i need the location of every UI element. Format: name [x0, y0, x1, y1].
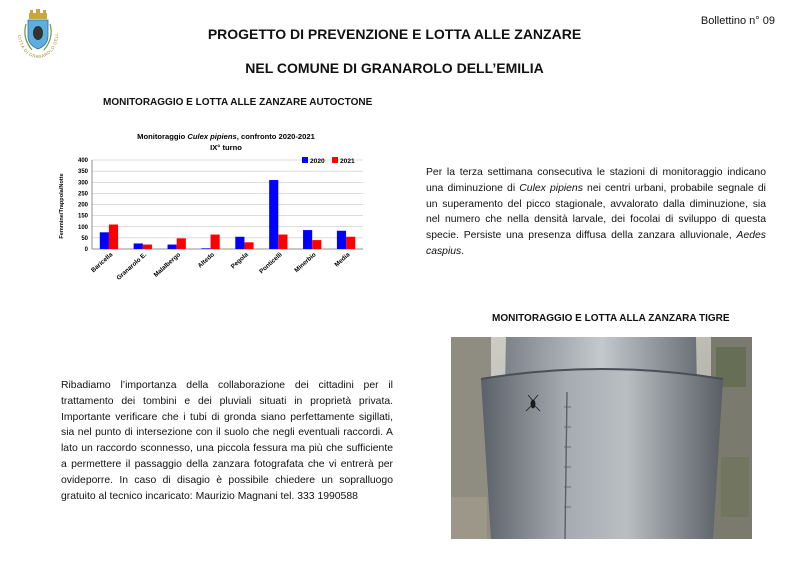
native-mosquito-text [426, 165, 766, 260]
tiger-mosquito-text: Ribadiamo l’importanza della collaborazione dei cittadini per il trattamento dei tombini e dei pluviali situati in proprietà privata. Importante verificare che i tubi di gronda siano perfettamente sigillati, sia nel punto di intersezione con il suolo che negli eventuali raccordi. A lato un raccordo sconnesso, una piccola fessura ma più che sufficiente a permettere il passaggio della zanzara fotografata che vi entrerà per ovideporre. In caso di disagio è possibile chiedere un sopralluogo gratuito al tecnico incaricato: Maurizio Magnani tel. 333 1990588 [61, 380, 393, 502]
x-tick-label: Media [333, 251, 352, 269]
bar-2020-granarolo-e- [134, 243, 143, 249]
bar-2021-minerbio [312, 240, 321, 249]
bar-2021-media [346, 237, 355, 249]
species-name: Culex pipiens [519, 182, 583, 194]
x-tick-label: Ponticelli [258, 251, 284, 276]
y-tick-label: 50 [81, 235, 88, 242]
chart-y-axis-label: Femmine/Trappola/Notte [59, 173, 65, 239]
x-tick-label: Altedo [196, 251, 216, 270]
native-text-part: . [461, 245, 465, 257]
x-tick-label: Baricella [90, 251, 115, 275]
y-tick-label: 0 [84, 247, 88, 253]
bar-2021-ponticelli [278, 235, 287, 249]
y-tick-label: 400 [77, 158, 88, 164]
bar-2021-malalbergo [177, 238, 186, 249]
y-tick-label: 300 [77, 180, 88, 187]
chart-title-species: Culex pipiens [187, 132, 237, 141]
drainpipe-photo [451, 337, 752, 539]
chart-title-pre: Monitoraggio [137, 132, 188, 141]
bulletin-number: Bollettino n° 09 [700, 15, 775, 27]
bar-2020-minerbio [303, 230, 312, 249]
page-title: PROGETTO DI PREVENZIONE E LOTTA ALLE ZANZARE [207, 26, 582, 42]
bar-2020-malalbergo [168, 245, 177, 249]
legend-label: 2021 [340, 158, 355, 165]
native-text-part: Per la terza settimana consecutiva le stazioni di monitoraggio indicano una diminuzione di [426, 167, 766, 194]
x-tick-label: Malalbergo [152, 251, 183, 279]
chart-bars [100, 180, 355, 249]
bar-2020-pegola [235, 237, 244, 249]
legend-label: 2020 [310, 158, 325, 165]
bar-2021-altedo [211, 235, 220, 249]
chart-axes [78, 158, 363, 253]
x-tick-label: Minerbio [293, 251, 318, 275]
legend-swatch [332, 157, 338, 163]
chart-title [137, 132, 315, 141]
native-text-part: nei centri urbani, probabile segnale di un superamento del picco stagionale, avvalorato dalla diminuzione, sia nel numero che nella densità larvale, dei focolai di sviluppo di questa specie. Persiste una presenza diffusa della zanzara alluvionale, [426, 182, 766, 242]
section-heading-native: MONITORAGGIO E LOTTA ALLE ZANZARE AUTOCTONE [103, 97, 373, 108]
bar-2021-baricella [109, 225, 118, 249]
monitoring-bar-chart [55, 128, 385, 298]
chart-title-post: , confronto 2020-2021 [236, 132, 315, 141]
chart-grid [92, 160, 363, 249]
y-tick-label: 100 [77, 224, 88, 231]
species-name: Aedes caspius [426, 230, 766, 257]
legend-swatch [302, 157, 308, 163]
bar-2020-baricella [100, 232, 109, 249]
chart-subtitle: IX° turno [210, 143, 242, 152]
page-subtitle: NEL COMUNE DI GRANAROLO DELL’EMILIA [245, 60, 544, 76]
x-tick-label: Pegola [229, 251, 250, 271]
crest-text: CITTÀ DI GRANAROLO DELL [16, 32, 60, 60]
bar-2020-media [337, 231, 346, 249]
y-tick-label: 200 [77, 202, 88, 209]
chart-x-labels [90, 251, 352, 282]
section-heading-tiger: MONITORAGGIO E LOTTA ALLA ZANZARA TIGRE [492, 313, 730, 324]
chart-legend [302, 157, 355, 165]
y-tick-label: 150 [77, 213, 88, 220]
bar-2020-altedo [201, 248, 210, 249]
x-tick-label: Granarolo E. [115, 251, 149, 282]
bar-2021-granarolo-e- [143, 245, 152, 249]
y-tick-label: 250 [77, 191, 88, 198]
y-tick-label: 350 [77, 169, 88, 176]
bar-2020-ponticelli [269, 180, 278, 249]
bar-2021-pegola [244, 242, 253, 249]
